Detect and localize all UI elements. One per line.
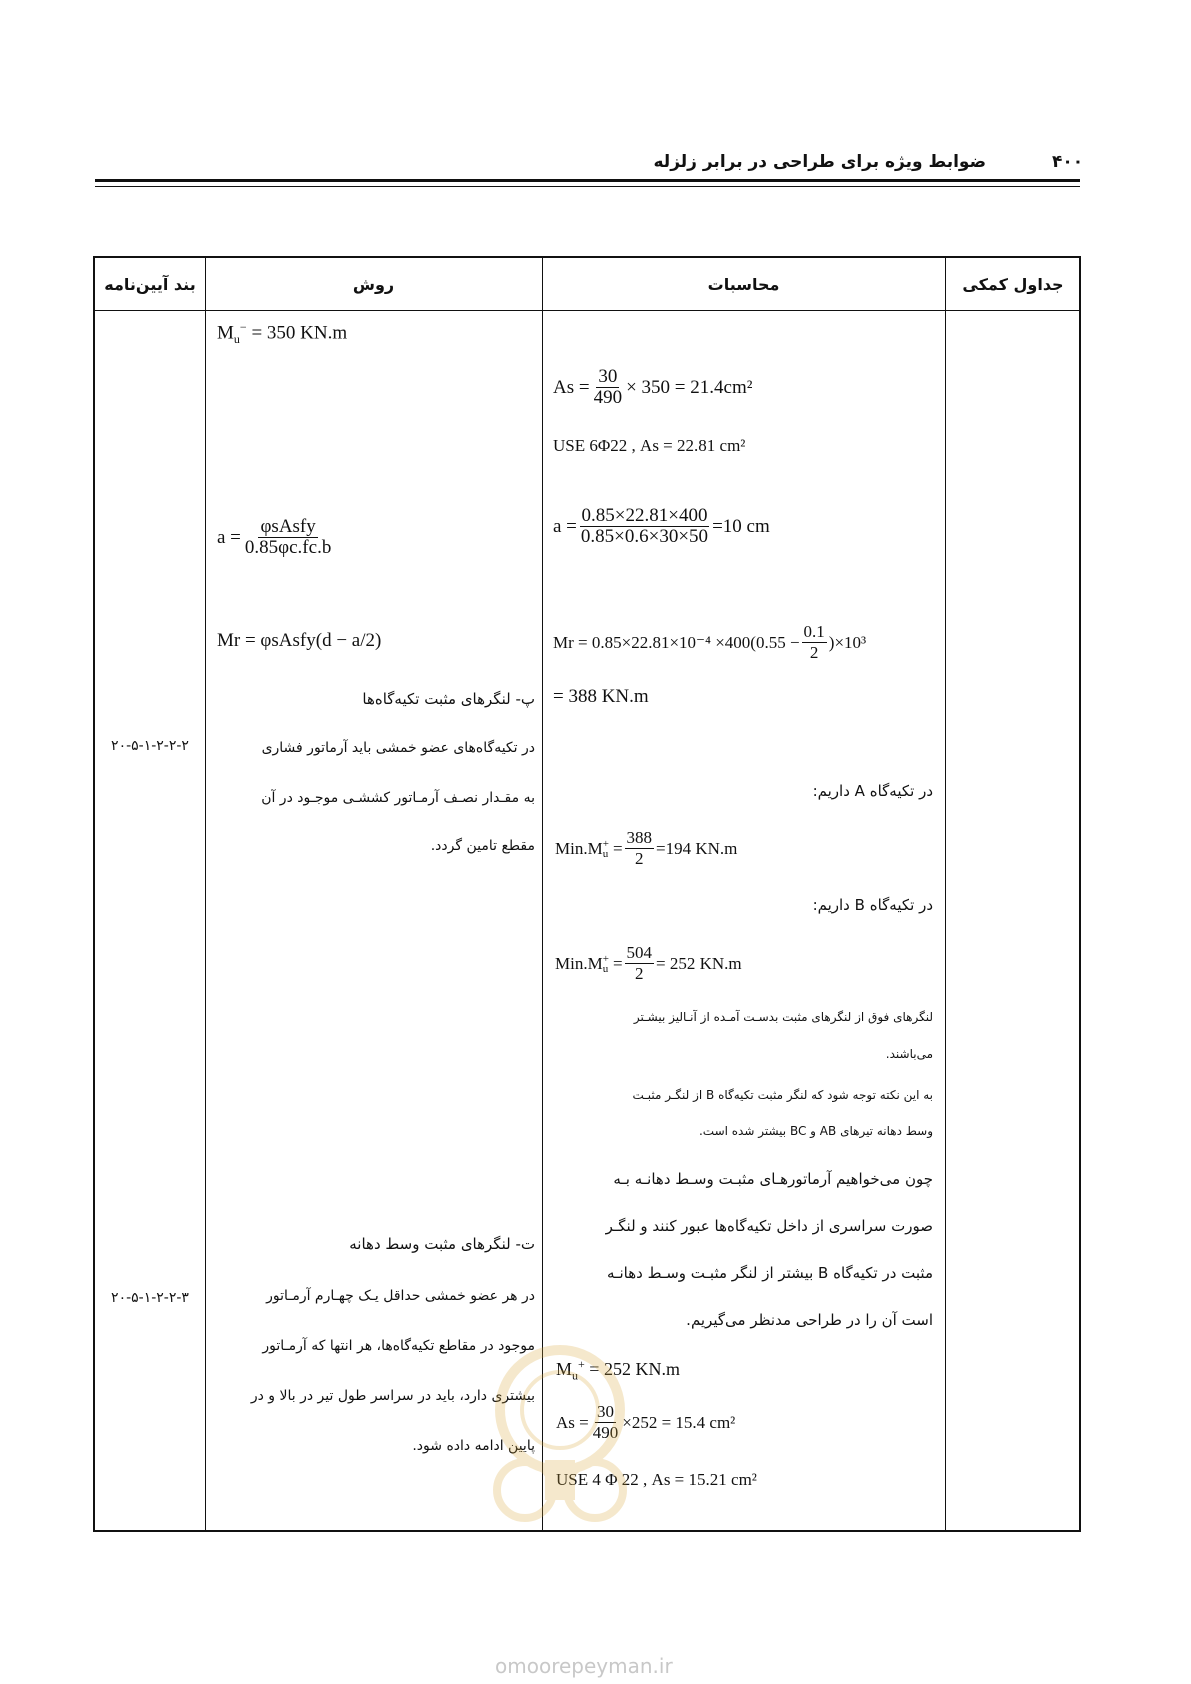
calc-note1-line1: لنگرهای فوق از لنگرهای مثبت بدسـت آمـده از آنـالیز بیشـتر: [633, 1010, 933, 1024]
section-t-line3: بیشتری دارد، باید در سراسر طول تیر در بالا و در: [250, 1388, 535, 1404]
calc-use2: USE 4 Φ 22 , As = 15.21 cm²: [556, 1470, 757, 1489]
header-rule-thin: [95, 186, 1080, 187]
clause-number-1: ۲۰-۵-۱-۲-۲-۲: [111, 738, 189, 754]
header-row-divider: [95, 310, 1079, 311]
calc-min-a: Min.M + u = $\frac{388}{2}$ =194 KN.m: [555, 828, 738, 868]
page-header-title: ضوابط ویژه برای طراحی در برابر زلزله: [653, 152, 986, 172]
calc-mr: Mr = 0.85×22.81×10⁻⁴ ×400(0.55 − $\frac{0.1}{2}$ )×10³: [553, 622, 867, 662]
method-a-den: 0.85φc.fc.b: [244, 537, 332, 558]
clause-number-2: ۲۰-۵-۱-۲-۲-۳: [111, 1290, 189, 1306]
col-header-aux: جداول کمکی: [962, 274, 1064, 294]
method-a-num: φsAsfy: [260, 516, 316, 537]
calc-note3-line3: مثبت در تکیه‌گاه B بیشتر از لنگر مثبـت وسـط دهانـه: [607, 1264, 933, 1282]
calc-use1: USE 6Φ22 , As = 22.81 cm²: [553, 436, 746, 455]
method-a-formula: a = $\frac{\text{φsAsfy}}{0.85\varphi c.fc.b}$: [217, 516, 332, 558]
section-t-line2: موجود در مقاطع تکیه‌گاه‌ها، هر انتها که آرمـاتور: [262, 1338, 535, 1354]
calc-mr-result: = 388 KN.m: [553, 686, 649, 707]
section-p-line1: در تکیه‌گاه‌های عضو خمشی باید آرماتور فشاری: [261, 740, 535, 756]
watermark-logo: [470, 1340, 650, 1530]
calc-as2: As = $\frac{30}{490}$ ×252 = 15.4 cm²: [556, 1402, 736, 1442]
calc-min-b: Min.M + u = $\frac{504}{2}$ = 252 KN.m: [555, 943, 742, 983]
calc-support-a: در تکیه‌گاه A داریم:: [812, 782, 933, 800]
col-header-method: روش: [352, 274, 395, 294]
section-p-line3: مقطع تامین گردد.: [430, 838, 535, 854]
method-mu-minus: $M_u^- = 350$ KN.m: [217, 320, 348, 347]
page-number: ۴۰۰: [1052, 152, 1084, 172]
col-divider: [945, 258, 946, 1530]
calc-note3-line2: صورت سراسری از داخل تکیه‌گاه‌ها عبور کنند و لنگـر: [605, 1217, 933, 1235]
calc-note2-line2: وسط دهانه تیرهای AB و BC بیشتر شده است.: [698, 1124, 933, 1138]
col-header-clause: بند آیین‌نامه: [104, 274, 196, 294]
section-t-line4: پایین ادامه داده شود.: [412, 1438, 535, 1454]
calc-note3-line1: چون می‌خواهیم آرماتورهـای مثبـت وسـط دهانـه بـه: [613, 1170, 933, 1188]
calc-note1-line2: می‌باشند.: [885, 1047, 933, 1061]
section-t-line1: در هر عضو خمشی حداقل یـک چهـارم آرمـاتور: [266, 1288, 535, 1304]
calc-note2-line1: به این نکته توجه شود که لنگر مثبت تکیه‌گاه B از لنگـر مثبـت: [632, 1088, 933, 1102]
method-mr-formula: Mr = φsAsfy(d − a/2): [217, 630, 382, 651]
section-p-line2: به مقـدار نصـف آرمـاتور کششـی موجـود در آن: [261, 790, 535, 806]
calc-note3-line4: است آن را در طراحی مدنظر می‌گیریم.: [686, 1311, 933, 1329]
header-rule-thick: [95, 179, 1080, 182]
calc-as1: As = $\frac{30}{490}$ × 350 = 21.4cm²: [553, 366, 753, 408]
watermark-site-text: omoorepeyman.ir: [495, 1654, 673, 1678]
calc-a: a = $\frac{0.85\times 22.81\times 400}{0.85\times 0.6\times 30\times 50}$ =10 cm: [553, 505, 770, 547]
calc-mu-plus: $M_u^+ = 252$ KN.m: [556, 1357, 680, 1383]
col-divider: [205, 258, 206, 1530]
col-header-calc: محاسبات: [707, 274, 780, 294]
section-t-title: ت- لنگرهای مثبت وسط دهانه: [349, 1235, 535, 1253]
section-p-title: پ- لنگرهای مثبت تکیه‌گاه‌ها: [362, 690, 535, 708]
calc-support-b: در تکیه‌گاه B داریم:: [812, 896, 933, 914]
